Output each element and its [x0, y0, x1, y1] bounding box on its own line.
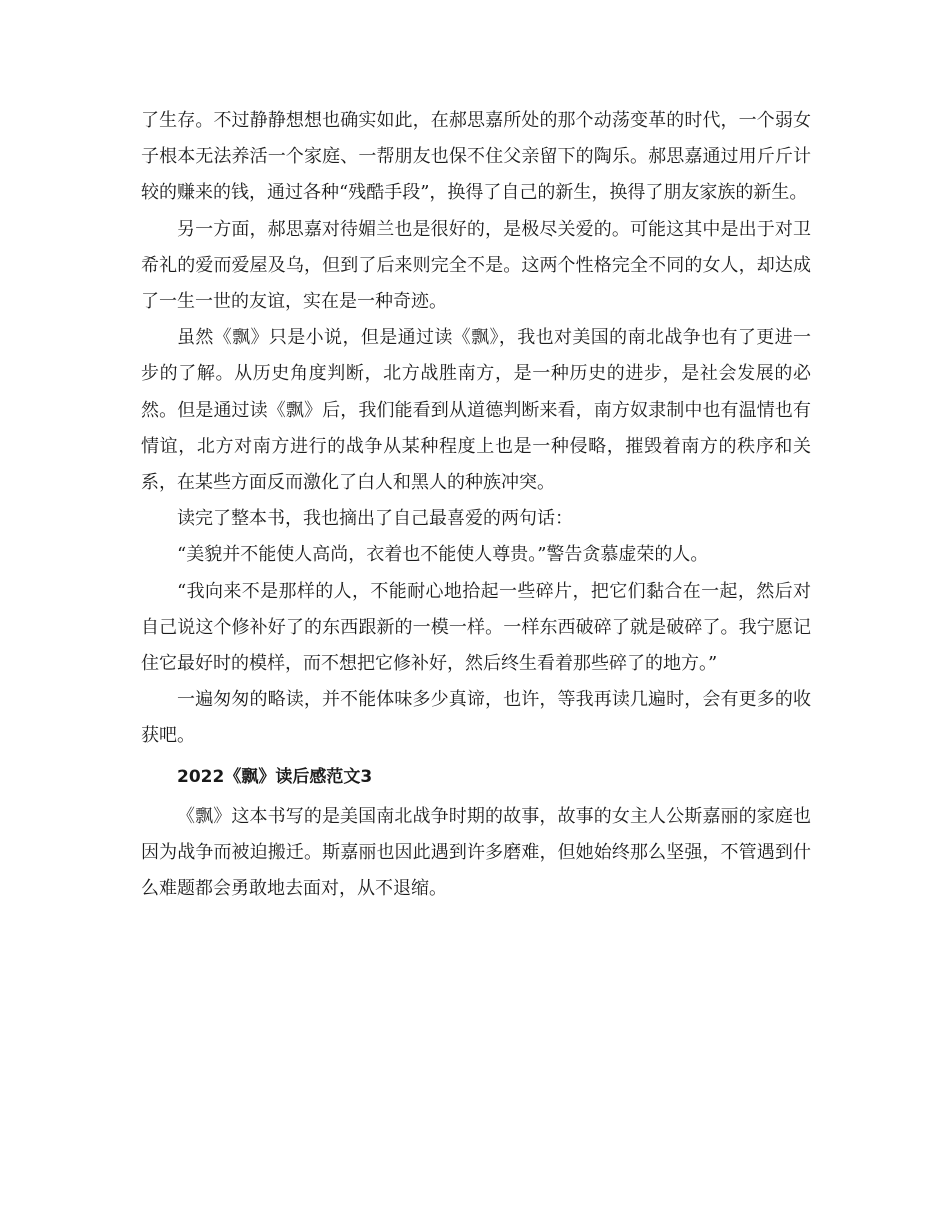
quote-paragraph: “美貌并不能使人高尚，衣着也不能使人尊贵。”警告贪慕虚荣的人。: [177, 544, 709, 566]
paragraph: 另一方面，郝思嘉对待媚兰也是很好的，是极尽关爱的。可能这其中是出于对卫希礼的爱而爱屋及乌，但到了后来则完全不是。这两个性格完全不同的女人，却达成了一生一世的友谊，实在是一种奇迹。: [141, 218, 811, 313]
section-heading: 2022《飘》读后感范文3: [177, 766, 373, 787]
paragraph-continuation: 了生存。不过静静想想也确实如此，在郝思嘉所处的那个动荡变革的时代，一个弱女子根本无法养活一个家庭、一帮朋友也保不住父亲留下的陶乐。郝思嘉通过用斤斤计较的赚来的钱，通过各种“残酷手段”，换得了自己的新生，换得了朋友家族的新生。: [141, 110, 811, 204]
document-body: [141, 103, 811, 907]
paragraph: 《飘》这本书写的是美国南北战争时期的故事，故事的女主人公斯嘉丽的家庭也因为战争而被迫搬迁。斯嘉丽也因此遇到许多磨难，但她始终那么坚强，不管遇到什么难题都会勇敢地去面对，从不退缩。: [141, 805, 811, 900]
paragraph: 一遍匆匆的略读，并不能体味多少真谛，也许，等我再读几遍时，会有更多的收获吧。: [141, 689, 811, 747]
quote-paragraph: “我向来不是那样的人，不能耐心地拾起一些碎片，把它们黏合在一起，然后对自己说这个修补好了的东西跟新的一模一样。一样东西破碎了就是破碎了。我宁愿记住它最好时的模样，而不想把它修补好，然后终生看着那些碎了的地方。”: [141, 580, 811, 675]
paragraph: 虽然《飘》只是小说，但是通过读《飘》，我也对美国的南北战争也有了更进一步的了解。从历史角度判断，北方战胜南方，是一种历史的进步，是社会发展的必然。但是通过读《飘》后，我们能看到从道德判断来看，南方奴隶制中也有温情也有情谊，北方对南方进行的战争从某种程度上也是一种侵略，摧毁着南方的秩序和关系，在某些方面反而激化了白人和黑人的种族冲突。: [141, 327, 811, 494]
paragraph: 读完了整本书，我也摘出了自己最喜爱的两句话：: [177, 508, 573, 530]
